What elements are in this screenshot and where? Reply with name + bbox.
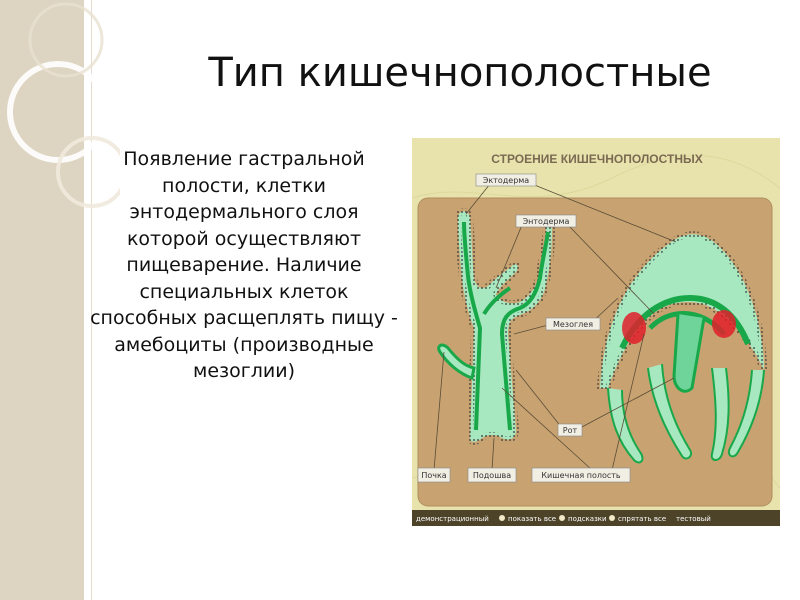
svg-text:Почка: Почка	[421, 471, 447, 480]
svg-text:Эктодерма: Эктодерма	[482, 176, 530, 185]
label-bud	[418, 468, 450, 482]
show-all-radio[interactable]	[499, 515, 505, 521]
hints-radio[interactable]	[559, 515, 565, 521]
label-gastric-cavity	[532, 468, 630, 482]
label-mouth	[558, 424, 582, 436]
svg-text:Мезоглея: Мезоглея	[552, 320, 594, 329]
show-all-label[interactable]: показать все	[508, 515, 557, 523]
coelenterate-structure-diagram	[412, 138, 780, 526]
label-mesoglea	[546, 318, 600, 330]
hide-all-label[interactable]: спрятать все	[618, 515, 667, 523]
mode-toolbar	[412, 510, 780, 526]
diagram-title: СТРОЕНИЕ КИШЕЧНОПОЛОСТНЫХ	[491, 152, 703, 166]
label-sole	[468, 468, 516, 482]
label-ectoderm	[476, 174, 536, 186]
mode-test-label[interactable]: тестовый	[676, 515, 711, 523]
label-endoderm	[516, 215, 576, 227]
mode-demo-label[interactable]: демонстрационный	[416, 515, 489, 523]
svg-text:Рот: Рот	[562, 426, 578, 435]
hints-label[interactable]: подсказки	[568, 515, 607, 523]
svg-text:Подошва: Подошва	[472, 471, 512, 480]
svg-text:Энтодерма: Энтодерма	[522, 217, 570, 226]
slide-body-text: Появление гастральной полости, клетки энтодермального слоя которой осуществляют пищеварение. Наличие специальных клеток способных расщеплять пищу - амебоциты (производные мезоглии)	[90, 148, 398, 382]
svg-text:Кишечная полость: Кишечная полость	[541, 471, 621, 480]
hide-all-radio[interactable]	[609, 515, 615, 521]
slide-title: Тип кишечнополостные	[208, 50, 712, 96]
